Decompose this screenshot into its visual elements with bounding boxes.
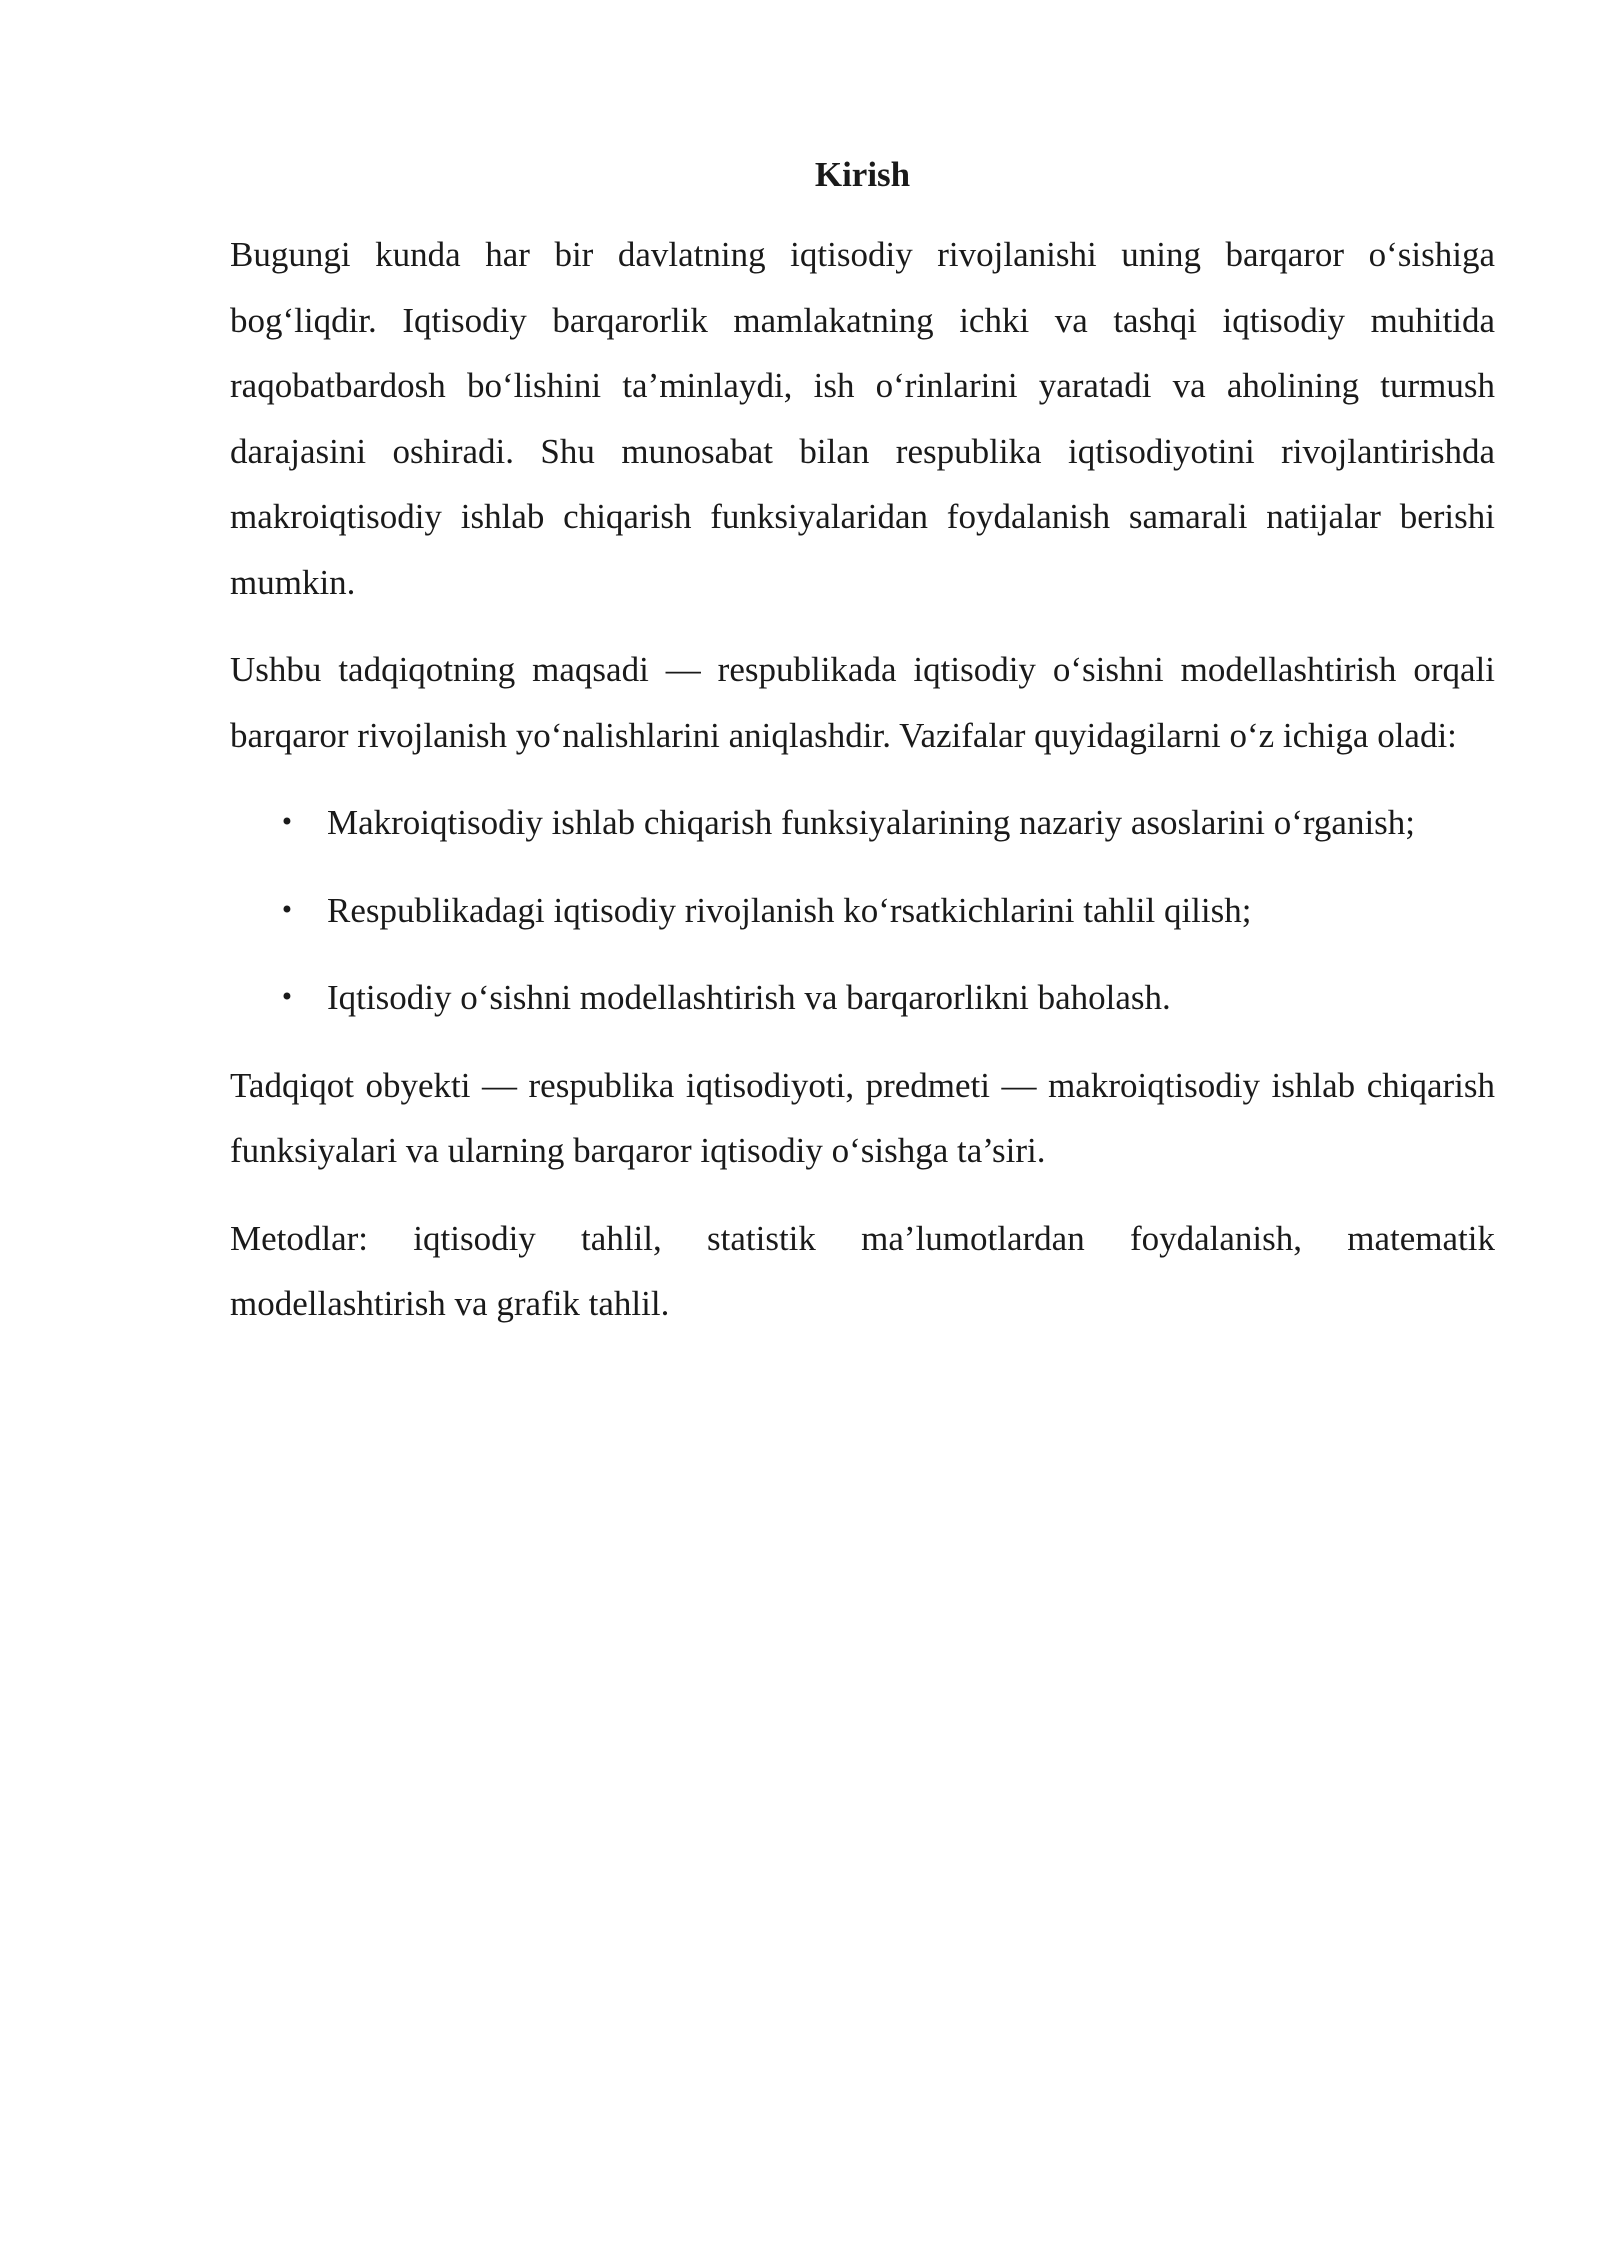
bullet-icon: •: [279, 983, 295, 1011]
section-title: Kirish: [814, 155, 911, 194]
object-paragraph: Tadqiqot obyekti — respublika iqtisodiyoti, predmeti — makroiqtisodiy ishlab chiqarish funksiyalari va ularning barqaror iqtisodiy o‘sishga ta’siri.: [230, 1065, 1495, 1170]
list-item-text: Iqtisodiy o‘sishni modellashtirish va barqarorlikni baholash.: [327, 978, 1171, 1017]
methods-paragraph: Metodlar: iqtisodiy tahlil, statistik ma’lumotlardan foydalanish, matematik modellashtirish va grafik tahlil.: [230, 1218, 1495, 1323]
list-item-text: Makroiqtisodiy ishlab chiqarish funksiyalarining nazariy asoslarini o‘rganish;: [327, 803, 1416, 842]
bullet-icon: •: [279, 808, 295, 836]
goal-paragraph: Ushbu tadqiqotning maqsadi — respublikada iqtisodiy o‘sishni modellashtirish orqali barqaror rivojlanish yo‘nalishlarini aniqlashdir. Vazifalar quyidagilarni o‘z ichiga oladi:: [230, 650, 1495, 755]
intro-paragraph: Bugungi kunda har bir davlatning iqtisodiy rivojlanishi uning barqaror o‘sishiga bog‘liqdir. Iqtisodiy barqarorlik mamlakatning ichki va tashqi iqtisodiy muhitida raqobatbardosh bo‘lishini ta’minlaydi, ish o‘rinlarini yaratadi va aholining turmush darajasini oshiradi. Shu munosabat bilan respublika iqtisodiyotini rivojlantirishda makroiqtisodiy ishlab chiqarish funksiyalaridan foydalanish samarali natijalar berishi mumkin.: [230, 235, 1495, 602]
title-block: [230, 150, 1495, 200]
list-item-text: Respublikadagi iqtisodiy rivojlanish ko‘rsatkichlarini tahlil qilish;: [327, 890, 1252, 930]
list-item: [230, 790, 1495, 856]
bullet-icon: •: [279, 895, 295, 924]
task-list: [230, 790, 1495, 1031]
document-body: [230, 150, 1495, 1359]
list-item: [230, 878, 1495, 944]
list-item: [230, 965, 1495, 1031]
